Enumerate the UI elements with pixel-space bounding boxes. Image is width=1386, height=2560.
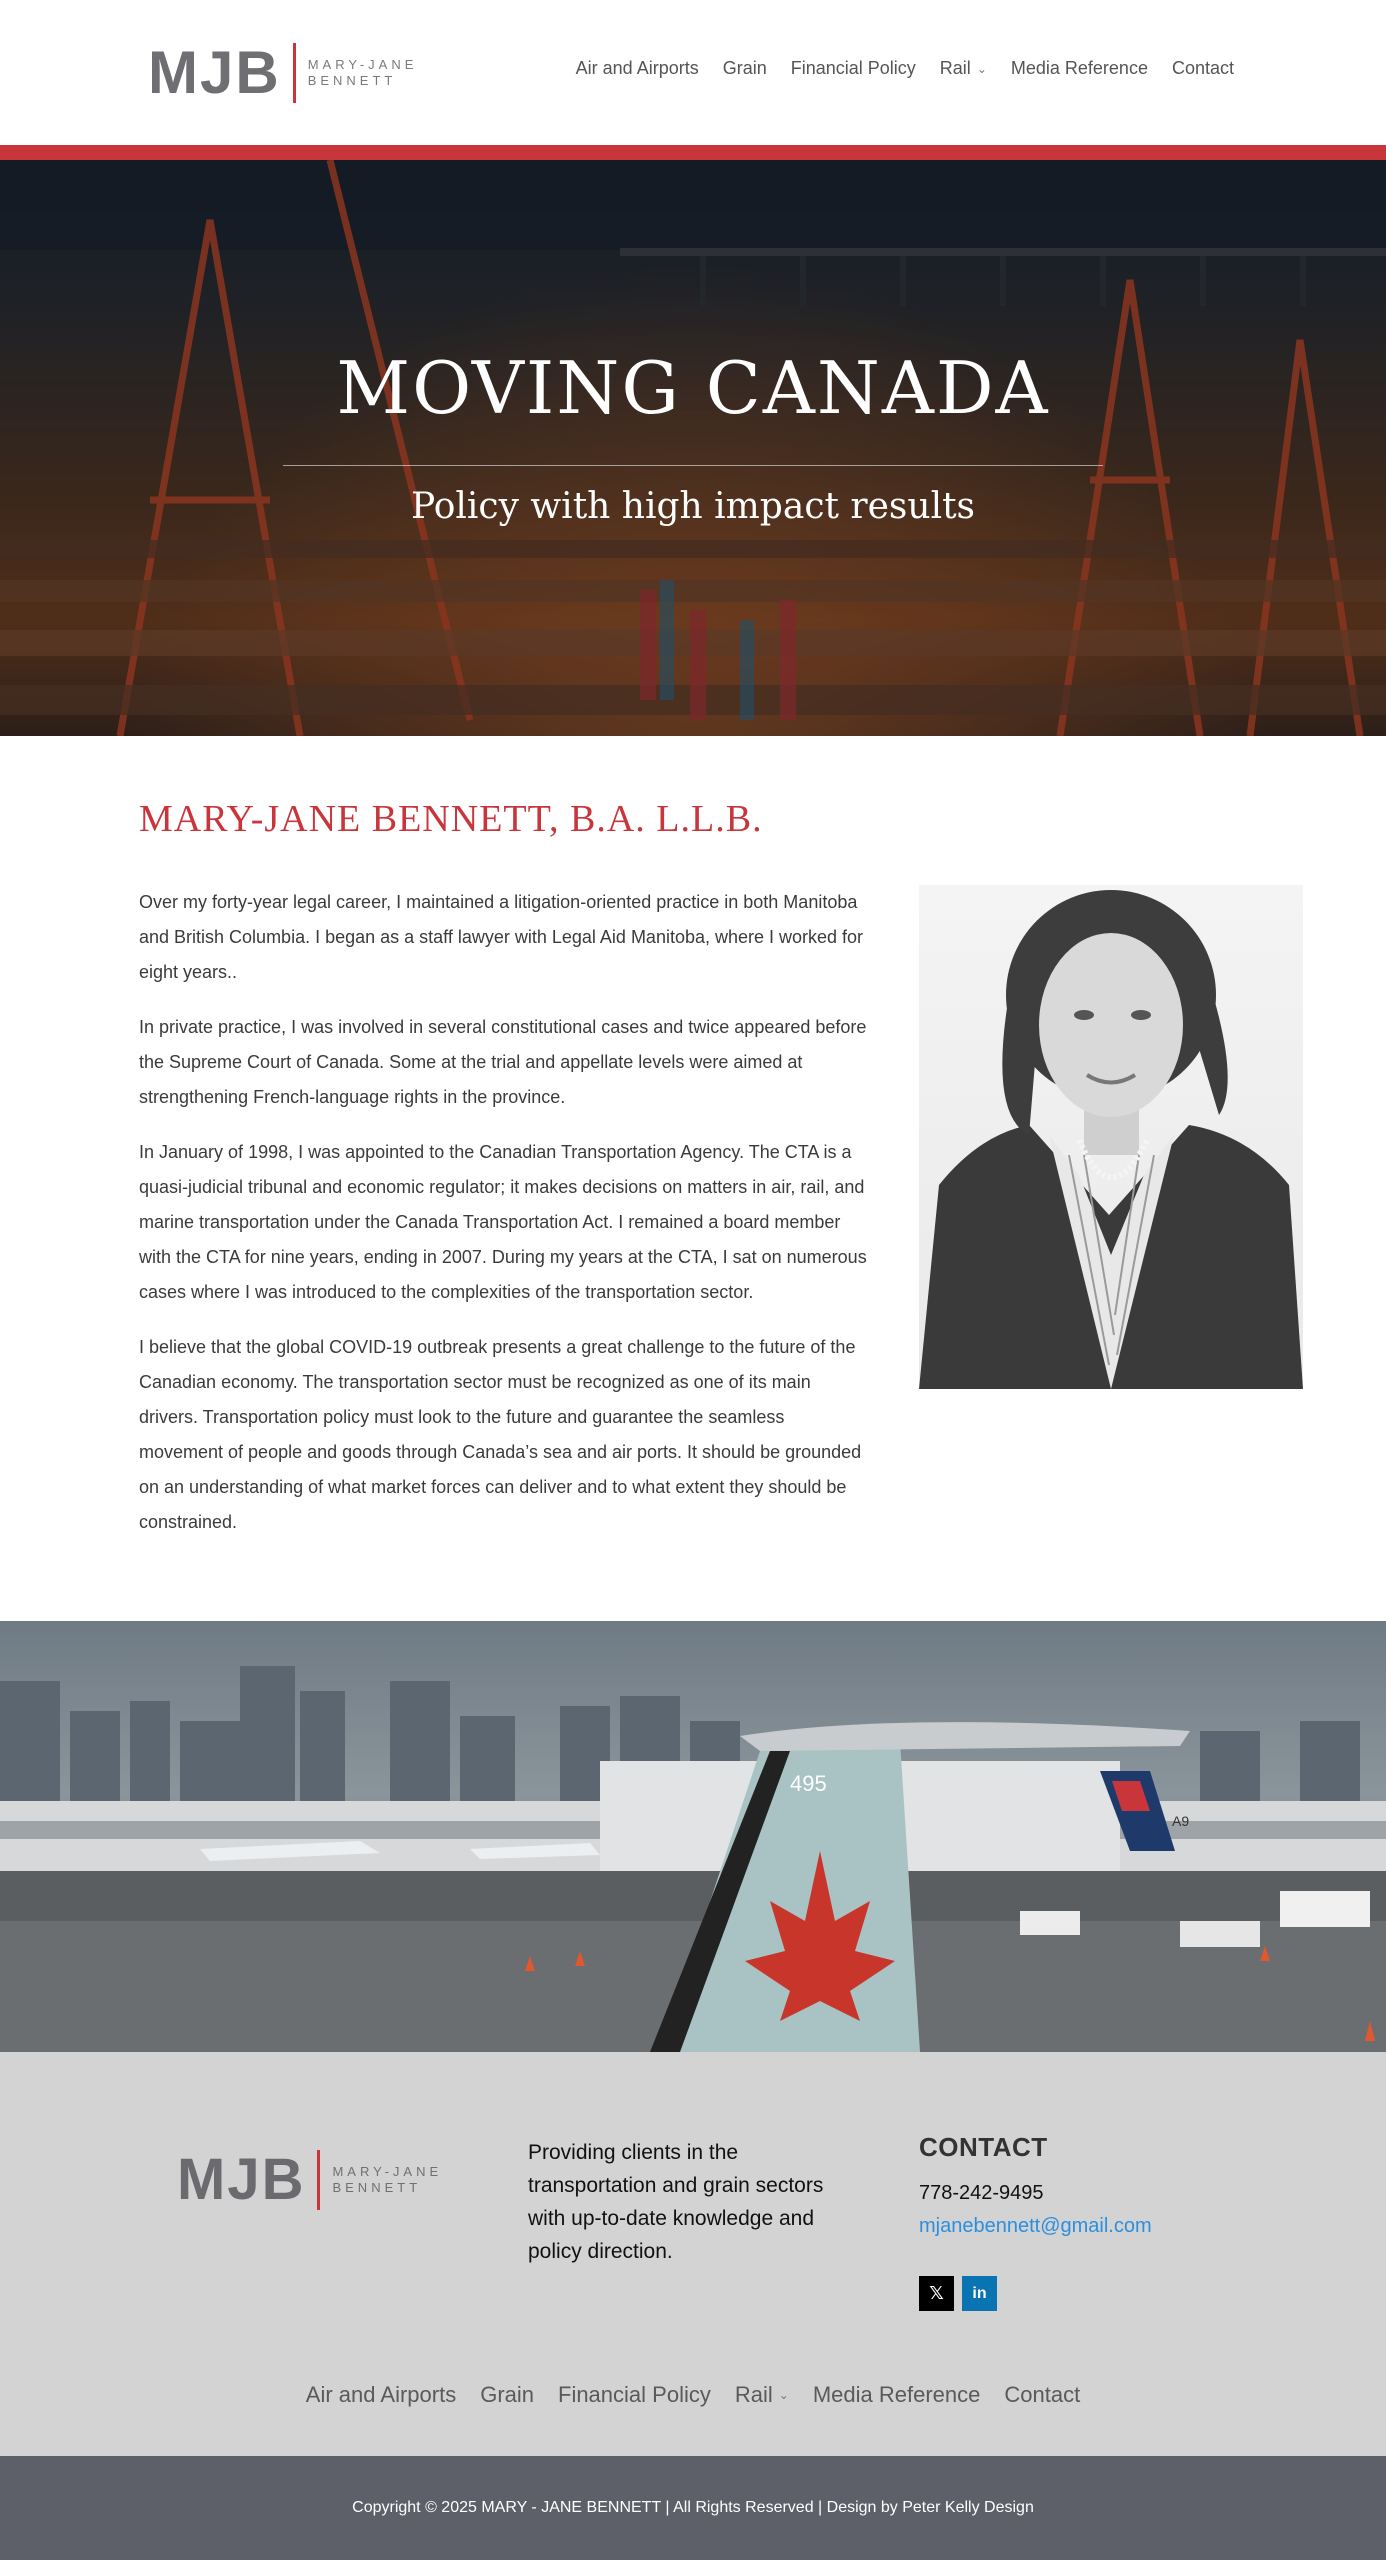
footer-logo[interactable]: [177, 2148, 442, 2212]
hero-divider: [283, 465, 1103, 466]
nav-label: Grain: [722, 58, 767, 78]
hero-subtitle: Policy with high impact results: [410, 486, 976, 527]
nav-media-reference[interactable]: [1011, 58, 1148, 79]
nav-label: Financial Policy: [790, 58, 916, 78]
x-icon[interactable]: [919, 2276, 954, 2311]
logo-divider: [293, 43, 296, 103]
nav-air-and-airports[interactable]: [576, 58, 699, 79]
footer-nav-media-reference[interactable]: [813, 2382, 981, 2408]
logo-name: [308, 57, 418, 90]
copyright-bar: Copyright © 2025 MARY - JANE BENNETT | All Rights Reserved | Design by Peter Kelly Design: [0, 2456, 1386, 2560]
portrait-photo: [919, 885, 1303, 1389]
linkedin-icon[interactable]: [962, 2276, 997, 2311]
footer-nav-air-and-airports[interactable]: [306, 2382, 456, 2408]
site-footer: [0, 2052, 1386, 2456]
logo-name-line1: MARY-JANE: [307, 56, 418, 72]
airport-illustration: [0, 1621, 1386, 2052]
footer-nav-grain[interactable]: [480, 2382, 534, 2408]
nav-label: Air and Airports: [305, 2382, 457, 2407]
hero-title: MOVING CANADA: [336, 346, 1050, 430]
nav-label: Media Reference: [812, 2382, 981, 2407]
logo-name-line1: MARY-JANE: [332, 2163, 443, 2179]
nav-contact[interactable]: [1172, 58, 1234, 79]
port-background-image: [0, 160, 1386, 736]
bio-paragraph: I believe that the global COVID-19 outbreak presents a great challenge to the future of the Canadian economy. The transportation sector must be recognized as one of its main drivers. Transportation policy must look to the future and guarantee the seamless movement of people and goods through Canada’s sea and air ports. It should be grounded on an understanding of what market forces can deliver and to what extent they should be constrained.: [139, 1337, 862, 1532]
chevron-down-icon: ⌄: [976, 61, 987, 76]
airport-image: [0, 1621, 1386, 2052]
nav-label: Contact: [1004, 2382, 1081, 2407]
x-glyph: 𝕏: [929, 2283, 944, 2303]
logo-name-line2: BENNETT: [307, 73, 397, 88]
bio-paragraph: In January of 1998, I was appointed to the Canadian Transportation Agency. The CTA is a quasi-judicial tribunal and economic regulator; it makes decisions on matters in air, rail, and marine transportation under the Canada Transportation Act. I remained a board member with the CTA for nine years, ending in 2007. During my years at the CTA, I sat on numerous cases where I was introduced to the complexities of the transportation sector.: [139, 1142, 867, 1302]
bio-text: [139, 885, 869, 1560]
logo-initials: MJB: [148, 39, 281, 106]
logo-initials: MJB: [177, 2147, 306, 2212]
logo-divider: [317, 2150, 320, 2210]
nav-label: Air and Airports: [575, 58, 699, 78]
footer-nav-rail[interactable]: [735, 2382, 789, 2408]
nav-label: Grain: [480, 2382, 534, 2407]
contact-phone[interactable]: 778-242-9495: [919, 2182, 1044, 2204]
bio-paragraph: Over my forty-year legal career, I maintained a litigation-oriented practice in both Manitoba and British Columbia. I began as a staff lawyer with Legal Aid Manitoba, where I worked for eight years..: [139, 892, 864, 982]
nav-label: Financial Policy: [558, 2382, 711, 2407]
linkedin-glyph: in: [972, 2284, 987, 2302]
footer-nav-financial-policy[interactable]: [558, 2382, 711, 2408]
footer-nav: [0, 2382, 1386, 2408]
nav-financial-policy[interactable]: [791, 58, 916, 79]
main-nav: [576, 58, 1234, 79]
logo-name: [332, 2164, 442, 2197]
site-header: [0, 0, 1386, 145]
bio-heading: MARY-JANE BENNETT, B.A. L.L.B.: [139, 798, 763, 840]
site-logo[interactable]: [148, 40, 417, 106]
nav-label: Rail: [939, 58, 971, 78]
tail-number: 495: [790, 1771, 827, 1796]
chevron-down-icon: ⌄: [778, 2388, 789, 2402]
bio-paragraph: In private practice, I was involved in several constitutional cases and twice appeared before the Supreme Court of Canada. Some at the trial and appellate levels were aimed at strengthening French-language rights in the province.: [139, 1017, 867, 1107]
contact-heading: CONTACT: [919, 2132, 1048, 2162]
gate-label: A9: [1172, 1813, 1190, 1829]
nav-label: Contact: [1171, 58, 1234, 78]
hero-banner: [0, 160, 1386, 736]
logo-name-line2: BENNETT: [332, 2180, 422, 2195]
footer-description: Providing clients in the transportation and grain sectors with up-to-date knowledge and policy direction.: [528, 2141, 824, 2263]
portrait-illustration: [919, 885, 1303, 1389]
header-accent-bar: [0, 145, 1386, 160]
nav-label: Rail: [734, 2382, 773, 2407]
footer-nav-contact[interactable]: [1004, 2382, 1080, 2408]
contact-email-link[interactable]: mjanebennett@gmail.com: [919, 2215, 1152, 2237]
nav-rail[interactable]: [940, 58, 987, 79]
nav-grain[interactable]: [723, 58, 767, 79]
nav-label: Media Reference: [1010, 58, 1148, 78]
